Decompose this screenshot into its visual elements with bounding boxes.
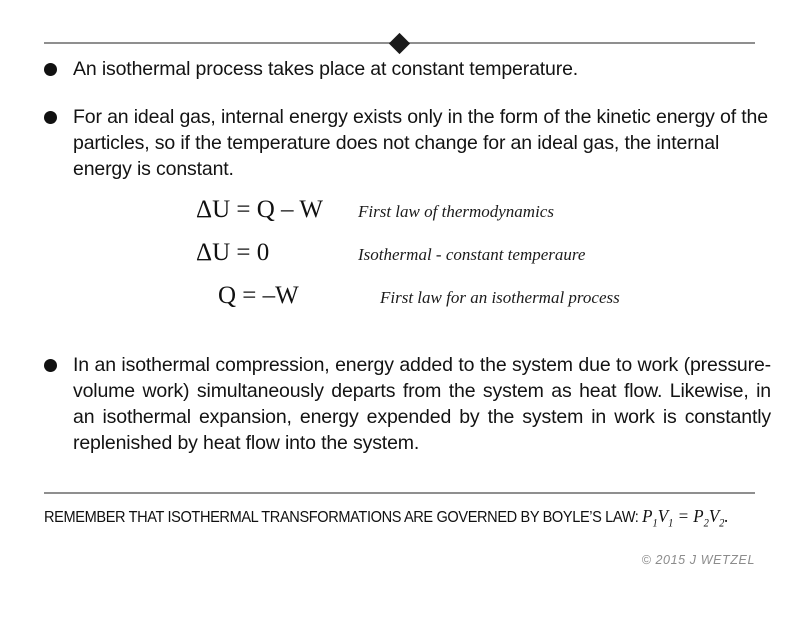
- footer-note: [44, 506, 729, 530]
- equation-row: [196, 239, 620, 282]
- bullet-list-continued: [44, 352, 771, 478]
- boyles-law-formula: [642, 506, 729, 530]
- equation-formula: Q = –W: [218, 282, 299, 309]
- equation-description: Isothermal - constant temperaure: [358, 245, 586, 264]
- equation-formula: ΔU = 0: [196, 239, 270, 266]
- equation-description: First law of thermodynamics: [358, 202, 554, 221]
- formula-v1: V: [657, 506, 669, 526]
- list-item: [44, 104, 771, 182]
- formula-p2: P: [693, 506, 704, 526]
- equation-block: [196, 196, 620, 325]
- formula-period: .: [724, 506, 729, 526]
- list-item: [44, 56, 771, 82]
- formula-sub4: 2: [719, 517, 725, 530]
- equation-description: First law for an isothermal process: [380, 288, 620, 307]
- diamond-ornament-icon: [389, 32, 410, 53]
- bullet-dot-icon: [44, 359, 57, 372]
- equation-row: [196, 282, 620, 325]
- formula-sub2: 1: [668, 517, 674, 530]
- formula-sub3: 2: [703, 517, 709, 530]
- footer-note-prefix: REMEMBER THAT ISOTHERMAL TRANSFORMATIONS ARE GOVERNED BY BOYLE’S LAW:: [44, 509, 639, 526]
- bullet-dot-icon: [44, 63, 57, 76]
- list-item: [44, 352, 771, 456]
- equation-formula: ΔU = Q – W: [196, 196, 323, 223]
- formula-sub1: 1: [652, 517, 658, 530]
- bullet-text: In an isothermal compression, energy added to the system due to work (pressure-volume work) simultaneously departs from the system as heat flow. Likewise, in an isothermal expansion, energy expended by the system in work is constantly replenished by heat flow into the system.: [73, 354, 771, 454]
- copyright-text: © 2015 J WETZEL: [641, 553, 755, 567]
- formula-p1: P: [642, 506, 653, 526]
- bullet-text: For an ideal gas, internal energy exists only in the form of the kinetic energy of the particles, so if the temperature does not change for an ideal gas, the internal energy is constant.: [73, 106, 768, 180]
- bullet-text: An isothermal process takes place at constant temperature.: [73, 58, 579, 80]
- bullet-list: [44, 56, 771, 204]
- formula-equals: =: [677, 506, 690, 526]
- bullet-dot-icon: [44, 111, 57, 124]
- bottom-rule: [44, 492, 755, 494]
- top-divider: [44, 42, 755, 44]
- formula-v2: V: [708, 506, 720, 526]
- equation-row: [196, 196, 620, 239]
